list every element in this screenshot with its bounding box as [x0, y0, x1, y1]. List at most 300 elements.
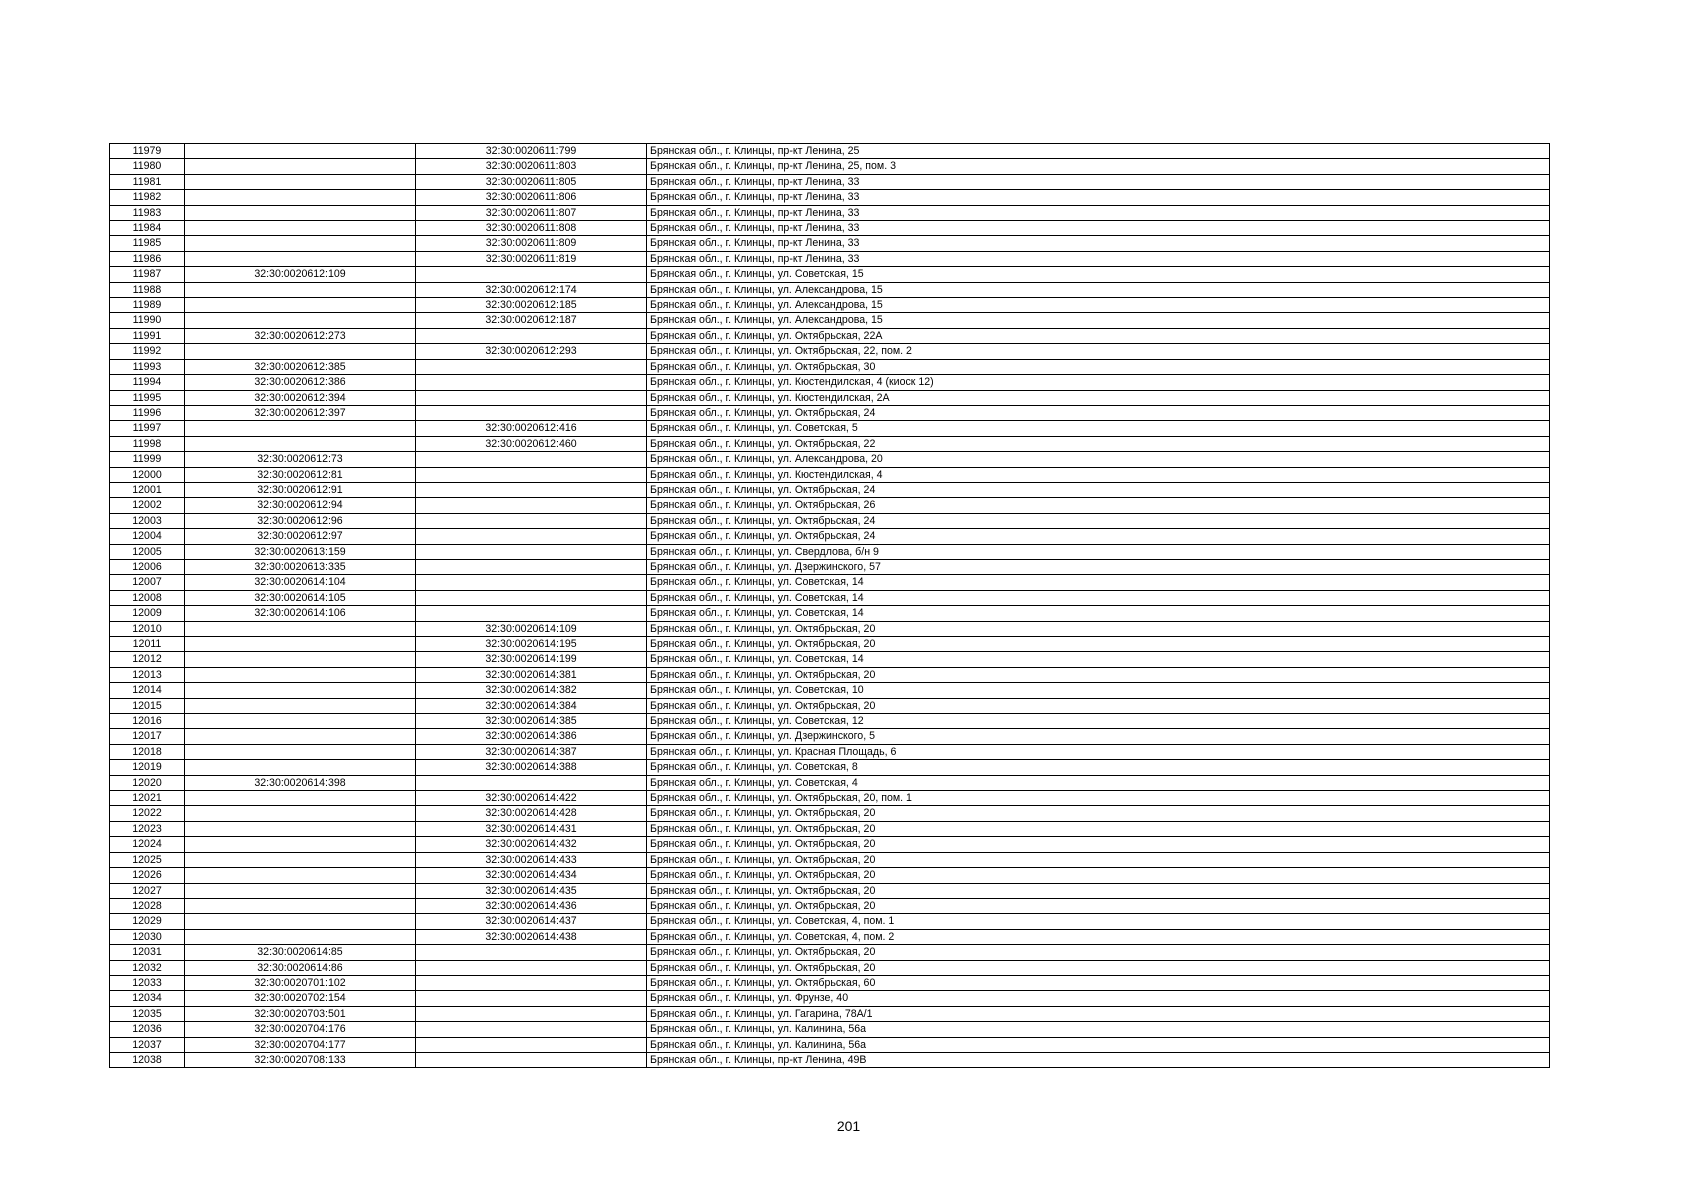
address-cell: Брянская обл., г. Клинцы, ул. Октябрьская, 20: [647, 806, 1550, 821]
table-row: [110, 251, 1550, 266]
address-cell: Брянская обл., г. Клинцы, ул. Октябрьская, 20: [647, 945, 1550, 960]
row-number-cell: 12016: [110, 714, 185, 729]
address-cell: Брянская обл., г. Клинцы, ул. Октябрьская, 24: [647, 513, 1550, 528]
building-cadastral-cell: 32:30:0020611:805: [416, 174, 647, 189]
table-row: [110, 837, 1550, 852]
land-cadastral-cell: 32:30:0020613:335: [185, 559, 416, 574]
table-row: [110, 359, 1550, 374]
row-number-cell: 11983: [110, 205, 185, 220]
row-number-cell: 12018: [110, 744, 185, 759]
address-cell: Брянская обл., г. Клинцы, ул. Александрова, 15: [647, 298, 1550, 313]
row-number-cell: 11991: [110, 328, 185, 343]
table-row: [110, 467, 1550, 482]
building-cadastral-cell: 32:30:0020611:809: [416, 236, 647, 251]
row-number-cell: 12037: [110, 1037, 185, 1052]
row-number-cell: 12009: [110, 606, 185, 621]
building-cadastral-cell: 32:30:0020614:109: [416, 621, 647, 636]
row-number-cell: 12014: [110, 683, 185, 698]
address-cell: Брянская обл., г. Клинцы, ул. Октябрьская, 22, пом. 2: [647, 344, 1550, 359]
table-row: [110, 375, 1550, 390]
table-row: [110, 1022, 1550, 1037]
building-cadastral-cell: 32:30:0020611:806: [416, 190, 647, 205]
land-cadastral-cell: [185, 898, 416, 913]
table-row: [110, 606, 1550, 621]
table-row: [110, 621, 1550, 636]
row-number-cell: 12005: [110, 544, 185, 559]
land-cadastral-cell: 32:30:0020612:94: [185, 498, 416, 513]
address-cell: Брянская обл., г. Клинцы, ул. Советская, 14: [647, 606, 1550, 621]
building-cadastral-cell: 32:30:0020614:387: [416, 744, 647, 759]
land-cadastral-cell: [185, 652, 416, 667]
building-cadastral-cell: [416, 513, 647, 528]
table-row: [110, 513, 1550, 528]
row-number-cell: 11996: [110, 405, 185, 420]
land-cadastral-cell: [185, 883, 416, 898]
address-cell: Брянская обл., г. Клинцы, пр-кт Ленина, 33: [647, 251, 1550, 266]
building-cadastral-cell: [416, 590, 647, 605]
table-row: [110, 852, 1550, 867]
table-row: [110, 637, 1550, 652]
land-cadastral-cell: [185, 744, 416, 759]
row-number-cell: 12024: [110, 837, 185, 852]
building-cadastral-cell: [416, 529, 647, 544]
address-cell: Брянская обл., г. Клинцы, ул. Октябрьская, 20: [647, 868, 1550, 883]
table-row: [110, 652, 1550, 667]
table-row: [110, 1006, 1550, 1021]
table-row: [110, 529, 1550, 544]
table-row: [110, 1037, 1550, 1052]
row-number-cell: 11979: [110, 144, 185, 159]
building-cadastral-cell: [416, 991, 647, 1006]
land-cadastral-cell: [185, 667, 416, 682]
address-cell: Брянская обл., г. Клинцы, ул. Октябрьская, 20: [647, 898, 1550, 913]
building-cadastral-cell: 32:30:0020614:432: [416, 837, 647, 852]
building-cadastral-cell: 32:30:0020614:195: [416, 637, 647, 652]
row-number-cell: 12036: [110, 1022, 185, 1037]
land-cadastral-cell: 32:30:0020613:159: [185, 544, 416, 559]
land-cadastral-cell: [185, 621, 416, 636]
land-cadastral-cell: [185, 698, 416, 713]
row-number-cell: 11999: [110, 452, 185, 467]
address-cell: Брянская обл., г. Клинцы, ул. Октябрьская, 20: [647, 837, 1550, 852]
row-number-cell: 12008: [110, 590, 185, 605]
building-cadastral-cell: 32:30:0020612:460: [416, 436, 647, 451]
building-cadastral-cell: 32:30:0020614:433: [416, 852, 647, 867]
land-cadastral-cell: 32:30:0020614:105: [185, 590, 416, 605]
building-cadastral-cell: [416, 559, 647, 574]
building-cadastral-cell: [416, 1037, 647, 1052]
row-number-cell: 12013: [110, 667, 185, 682]
address-cell: Брянская обл., г. Клинцы, пр-кт Ленина, 33: [647, 190, 1550, 205]
row-number-cell: 12030: [110, 929, 185, 944]
building-cadastral-cell: [416, 375, 647, 390]
address-cell: Брянская обл., г. Клинцы, ул. Октябрьская, 30: [647, 359, 1550, 374]
table-row: [110, 436, 1550, 451]
building-cadastral-cell: 32:30:0020614:422: [416, 791, 647, 806]
address-cell: Брянская обл., г. Клинцы, ул. Октябрьская, 20: [647, 852, 1550, 867]
building-cadastral-cell: [416, 359, 647, 374]
row-number-cell: 12012: [110, 652, 185, 667]
row-number-cell: 12000: [110, 467, 185, 482]
land-cadastral-cell: 32:30:0020612:385: [185, 359, 416, 374]
address-cell: Брянская обл., г. Клинцы, пр-кт Ленина, 25: [647, 144, 1550, 159]
address-cell: Брянская обл., г. Клинцы, ул. Октябрьская, 20: [647, 960, 1550, 975]
page-number: 201: [836, 1118, 861, 1134]
table-row: [110, 159, 1550, 174]
land-cadastral-cell: [185, 637, 416, 652]
land-cadastral-cell: 32:30:0020704:176: [185, 1022, 416, 1037]
row-number-cell: 11993: [110, 359, 185, 374]
address-cell: Брянская обл., г. Клинцы, ул. Красная Площадь, 6: [647, 744, 1550, 759]
building-cadastral-cell: 32:30:0020614:437: [416, 914, 647, 929]
building-cadastral-cell: [416, 498, 647, 513]
row-number-cell: 11982: [110, 190, 185, 205]
address-cell: Брянская обл., г. Клинцы, ул. Октябрьская, 60: [647, 975, 1550, 990]
table-row: [110, 452, 1550, 467]
building-cadastral-cell: 32:30:0020614:431: [416, 821, 647, 836]
land-cadastral-cell: [185, 729, 416, 744]
building-cadastral-cell: 32:30:0020611:808: [416, 221, 647, 236]
table-row: [110, 883, 1550, 898]
row-number-cell: 12028: [110, 898, 185, 913]
table-row: [110, 328, 1550, 343]
table-row: [110, 190, 1550, 205]
address-cell: Брянская обл., г. Клинцы, ул. Советская, 14: [647, 652, 1550, 667]
address-cell: Брянская обл., г. Клинцы, ул. Октябрьская, 26: [647, 498, 1550, 513]
land-cadastral-cell: [185, 714, 416, 729]
land-cadastral-cell: 32:30:0020702:154: [185, 991, 416, 1006]
building-cadastral-cell: [416, 775, 647, 790]
table-row: [110, 544, 1550, 559]
table-row: [110, 421, 1550, 436]
building-cadastral-cell: [416, 405, 647, 420]
land-cadastral-cell: [185, 236, 416, 251]
building-cadastral-cell: [416, 452, 647, 467]
row-number-cell: 11997: [110, 421, 185, 436]
table-row: [110, 791, 1550, 806]
row-number-cell: 11987: [110, 267, 185, 282]
land-cadastral-cell: [185, 313, 416, 328]
building-cadastral-cell: 32:30:0020614:428: [416, 806, 647, 821]
row-number-cell: 12002: [110, 498, 185, 513]
row-number-cell: 12029: [110, 914, 185, 929]
building-cadastral-cell: 32:30:0020614:434: [416, 868, 647, 883]
building-cadastral-cell: [416, 1052, 647, 1067]
row-number-cell: 12015: [110, 698, 185, 713]
building-cadastral-cell: [416, 328, 647, 343]
table-row: [110, 267, 1550, 282]
table-row: [110, 174, 1550, 189]
row-number-cell: 11990: [110, 313, 185, 328]
land-cadastral-cell: [185, 344, 416, 359]
row-number-cell: 12001: [110, 482, 185, 497]
building-cadastral-cell: 32:30:0020612:416: [416, 421, 647, 436]
row-number-cell: 11981: [110, 174, 185, 189]
building-cadastral-cell: [416, 482, 647, 497]
row-number-cell: 12034: [110, 991, 185, 1006]
table-row: [110, 575, 1550, 590]
table-row: [110, 744, 1550, 759]
land-cadastral-cell: 32:30:0020704:177: [185, 1037, 416, 1052]
building-cadastral-cell: [416, 975, 647, 990]
address-cell: Брянская обл., г. Клинцы, ул. Александрова, 20: [647, 452, 1550, 467]
land-cadastral-cell: 32:30:0020612:394: [185, 390, 416, 405]
building-cadastral-cell: 32:30:0020614:382: [416, 683, 647, 698]
address-cell: Брянская обл., г. Клинцы, ул. Октябрьская, 20: [647, 637, 1550, 652]
land-cadastral-cell: [185, 221, 416, 236]
building-cadastral-cell: 32:30:0020614:386: [416, 729, 647, 744]
row-number-cell: 12031: [110, 945, 185, 960]
row-number-cell: 12020: [110, 775, 185, 790]
building-cadastral-cell: [416, 267, 647, 282]
address-cell: Брянская обл., г. Клинцы, пр-кт Ленина, 33: [647, 236, 1550, 251]
table-row: [110, 914, 1550, 929]
row-number-cell: 11985: [110, 236, 185, 251]
land-cadastral-cell: 32:30:0020614:86: [185, 960, 416, 975]
address-cell: Брянская обл., г. Клинцы, ул. Советская, 8: [647, 760, 1550, 775]
table-row: [110, 929, 1550, 944]
building-cadastral-cell: [416, 960, 647, 975]
address-cell: Брянская обл., г. Клинцы, ул. Кюстендилская, 4 (киоск 12): [647, 375, 1550, 390]
row-number-cell: 12004: [110, 529, 185, 544]
land-cadastral-cell: 32:30:0020614:398: [185, 775, 416, 790]
table-row: [110, 898, 1550, 913]
registry-table: [109, 143, 1550, 1068]
row-number-cell: 12010: [110, 621, 185, 636]
land-cadastral-cell: [185, 929, 416, 944]
land-cadastral-cell: [185, 852, 416, 867]
land-cadastral-cell: 32:30:0020612:273: [185, 328, 416, 343]
row-number-cell: 11992: [110, 344, 185, 359]
address-cell: Брянская обл., г. Клинцы, ул. Октябрьская, 20: [647, 667, 1550, 682]
land-cadastral-cell: [185, 806, 416, 821]
address-cell: Брянская обл., г. Клинцы, ул. Советская, 12: [647, 714, 1550, 729]
land-cadastral-cell: [185, 914, 416, 929]
building-cadastral-cell: [416, 945, 647, 960]
row-number-cell: 11995: [110, 390, 185, 405]
table-row: [110, 683, 1550, 698]
building-cadastral-cell: 32:30:0020614:199: [416, 652, 647, 667]
land-cadastral-cell: [185, 251, 416, 266]
land-cadastral-cell: 32:30:0020701:102: [185, 975, 416, 990]
land-cadastral-cell: [185, 837, 416, 852]
land-cadastral-cell: [185, 298, 416, 313]
land-cadastral-cell: [185, 868, 416, 883]
building-cadastral-cell: 32:30:0020614:388: [416, 760, 647, 775]
table-row: [110, 698, 1550, 713]
building-cadastral-cell: 32:30:0020612:187: [416, 313, 647, 328]
row-number-cell: 12033: [110, 975, 185, 990]
building-cadastral-cell: [416, 467, 647, 482]
table-row: [110, 775, 1550, 790]
address-cell: Брянская обл., г. Клинцы, ул. Кюстендилская, 2А: [647, 390, 1550, 405]
table-row: [110, 221, 1550, 236]
address-cell: Брянская обл., г. Клинцы, ул. Советская, 4, пом. 1: [647, 914, 1550, 929]
land-cadastral-cell: 32:30:0020612:397: [185, 405, 416, 420]
address-cell: Брянская обл., г. Клинцы, ул. Фрунзе, 40: [647, 991, 1550, 1006]
land-cadastral-cell: [185, 821, 416, 836]
row-number-cell: 12006: [110, 559, 185, 574]
address-cell: Брянская обл., г. Клинцы, ул. Калинина, 56а: [647, 1037, 1550, 1052]
address-cell: Брянская обл., г. Клинцы, ул. Советская, 10: [647, 683, 1550, 698]
building-cadastral-cell: [416, 1022, 647, 1037]
table-row: [110, 821, 1550, 836]
row-number-cell: 12007: [110, 575, 185, 590]
building-cadastral-cell: 32:30:0020611:803: [416, 159, 647, 174]
building-cadastral-cell: [416, 544, 647, 559]
building-cadastral-cell: 32:30:0020614:436: [416, 898, 647, 913]
land-cadastral-cell: [185, 205, 416, 220]
row-number-cell: 12025: [110, 852, 185, 867]
address-cell: Брянская обл., г. Клинцы, ул. Октябрьская, 20: [647, 883, 1550, 898]
building-cadastral-cell: [416, 606, 647, 621]
table-row: [110, 714, 1550, 729]
address-cell: Брянская обл., г. Клинцы, ул. Александрова, 15: [647, 313, 1550, 328]
row-number-cell: 12026: [110, 868, 185, 883]
table-row: [110, 945, 1550, 960]
land-cadastral-cell: [185, 144, 416, 159]
row-number-cell: 12035: [110, 1006, 185, 1021]
table-row: [110, 667, 1550, 682]
row-number-cell: 12003: [110, 513, 185, 528]
row-number-cell: 12022: [110, 806, 185, 821]
table-row: [110, 282, 1550, 297]
address-cell: Брянская обл., г. Клинцы, ул. Советская, 14: [647, 590, 1550, 605]
address-cell: Брянская обл., г. Клинцы, ул. Октябрьская, 20: [647, 621, 1550, 636]
address-cell: Брянская обл., г. Клинцы, ул. Советская, 5: [647, 421, 1550, 436]
land-cadastral-cell: [185, 760, 416, 775]
land-cadastral-cell: 32:30:0020708:133: [185, 1052, 416, 1067]
building-cadastral-cell: 32:30:0020612:293: [416, 344, 647, 359]
table-row: [110, 1052, 1550, 1067]
address-cell: Брянская обл., г. Клинцы, ул. Октябрьская, 20, пом. 1: [647, 791, 1550, 806]
building-cadastral-cell: [416, 1006, 647, 1021]
table-row: [110, 806, 1550, 821]
building-cadastral-cell: [416, 390, 647, 405]
address-cell: Брянская обл., г. Клинцы, пр-кт Ленина, 25, пом. 3: [647, 159, 1550, 174]
building-cadastral-cell: 32:30:0020612:174: [416, 282, 647, 297]
building-cadastral-cell: 32:30:0020614:381: [416, 667, 647, 682]
address-cell: Брянская обл., г. Клинцы, ул. Дзержинского, 5: [647, 729, 1550, 744]
building-cadastral-cell: 32:30:0020611:807: [416, 205, 647, 220]
land-cadastral-cell: 32:30:0020612:91: [185, 482, 416, 497]
row-number-cell: 11988: [110, 282, 185, 297]
registry-table-body: [110, 144, 1550, 1068]
address-cell: Брянская обл., г. Клинцы, ул. Гагарина, 78А/1: [647, 1006, 1550, 1021]
address-cell: Брянская обл., г. Клинцы, ул. Советская, 14: [647, 575, 1550, 590]
address-cell: Брянская обл., г. Клинцы, пр-кт Ленина, 49В: [647, 1052, 1550, 1067]
table-row: [110, 405, 1550, 420]
row-number-cell: 11998: [110, 436, 185, 451]
row-number-cell: 11986: [110, 251, 185, 266]
address-cell: Брянская обл., г. Клинцы, ул. Октябрьская, 22А: [647, 328, 1550, 343]
address-cell: Брянская обл., г. Клинцы, ул. Октябрьская, 20: [647, 821, 1550, 836]
row-number-cell: 12032: [110, 960, 185, 975]
address-cell: Брянская обл., г. Клинцы, ул. Советская, 4, пом. 2: [647, 929, 1550, 944]
table-row: [110, 205, 1550, 220]
land-cadastral-cell: [185, 791, 416, 806]
address-cell: Брянская обл., г. Клинцы, ул. Дзержинского, 57: [647, 559, 1550, 574]
address-cell: Брянская обл., г. Клинцы, пр-кт Ленина, 33: [647, 205, 1550, 220]
address-cell: Брянская обл., г. Клинцы, ул. Калинина, 56а: [647, 1022, 1550, 1037]
table-row: [110, 313, 1550, 328]
table-row: [110, 760, 1550, 775]
address-cell: Брянская обл., г. Клинцы, ул. Октябрьская, 22: [647, 436, 1550, 451]
table-row: [110, 344, 1550, 359]
address-cell: Брянская обл., г. Клинцы, ул. Свердлова, б/н 9: [647, 544, 1550, 559]
building-cadastral-cell: 32:30:0020614:438: [416, 929, 647, 944]
address-cell: Брянская обл., г. Клинцы, ул. Октябрьская, 20: [647, 698, 1550, 713]
building-cadastral-cell: [416, 575, 647, 590]
row-number-cell: 11989: [110, 298, 185, 313]
address-cell: Брянская обл., г. Клинцы, ул. Октябрьская, 24: [647, 405, 1550, 420]
building-cadastral-cell: 32:30:0020612:185: [416, 298, 647, 313]
land-cadastral-cell: 32:30:0020614:104: [185, 575, 416, 590]
land-cadastral-cell: 32:30:0020612:386: [185, 375, 416, 390]
building-cadastral-cell: 32:30:0020611:799: [416, 144, 647, 159]
address-cell: Брянская обл., г. Клинцы, ул. Октябрьская, 24: [647, 529, 1550, 544]
address-cell: Брянская обл., г. Клинцы, ул. Октябрьская, 24: [647, 482, 1550, 497]
land-cadastral-cell: [185, 174, 416, 189]
table-row: [110, 590, 1550, 605]
building-cadastral-cell: 32:30:0020614:384: [416, 698, 647, 713]
table-row: [110, 298, 1550, 313]
address-cell: Брянская обл., г. Клинцы, ул. Кюстендилская, 4: [647, 467, 1550, 482]
land-cadastral-cell: 32:30:0020614:85: [185, 945, 416, 960]
table-row: [110, 482, 1550, 497]
row-number-cell: 11994: [110, 375, 185, 390]
land-cadastral-cell: [185, 159, 416, 174]
address-cell: Брянская обл., г. Клинцы, пр-кт Ленина, 33: [647, 221, 1550, 236]
building-cadastral-cell: 32:30:0020614:435: [416, 883, 647, 898]
row-number-cell: 11980: [110, 159, 185, 174]
land-cadastral-cell: 32:30:0020612:97: [185, 529, 416, 544]
table-row: [110, 144, 1550, 159]
building-cadastral-cell: 32:30:0020614:385: [416, 714, 647, 729]
table-row: [110, 868, 1550, 883]
row-number-cell: 12023: [110, 821, 185, 836]
row-number-cell: 11984: [110, 221, 185, 236]
table-row: [110, 960, 1550, 975]
land-cadastral-cell: [185, 436, 416, 451]
row-number-cell: 12038: [110, 1052, 185, 1067]
building-cadastral-cell: 32:30:0020611:819: [416, 251, 647, 266]
land-cadastral-cell: 32:30:0020614:106: [185, 606, 416, 621]
address-cell: Брянская обл., г. Клинцы, ул. Советская, 15: [647, 267, 1550, 282]
land-cadastral-cell: 32:30:0020612:73: [185, 452, 416, 467]
land-cadastral-cell: [185, 421, 416, 436]
row-number-cell: 12017: [110, 729, 185, 744]
land-cadastral-cell: 32:30:0020612:81: [185, 467, 416, 482]
row-number-cell: 12011: [110, 637, 185, 652]
land-cadastral-cell: 32:30:0020612:109: [185, 267, 416, 282]
row-number-cell: 12027: [110, 883, 185, 898]
table-row: [110, 390, 1550, 405]
table-row: [110, 236, 1550, 251]
table-row: [110, 991, 1550, 1006]
row-number-cell: 12019: [110, 760, 185, 775]
table-row: [110, 559, 1550, 574]
table-row: [110, 975, 1550, 990]
land-cadastral-cell: 32:30:0020703:501: [185, 1006, 416, 1021]
address-cell: Брянская обл., г. Клинцы, пр-кт Ленина, 33: [647, 174, 1550, 189]
land-cadastral-cell: [185, 683, 416, 698]
table-row: [110, 729, 1550, 744]
address-cell: Брянская обл., г. Клинцы, ул. Советская, 4: [647, 775, 1550, 790]
table-row: [110, 498, 1550, 513]
row-number-cell: 12021: [110, 791, 185, 806]
land-cadastral-cell: 32:30:0020612:96: [185, 513, 416, 528]
